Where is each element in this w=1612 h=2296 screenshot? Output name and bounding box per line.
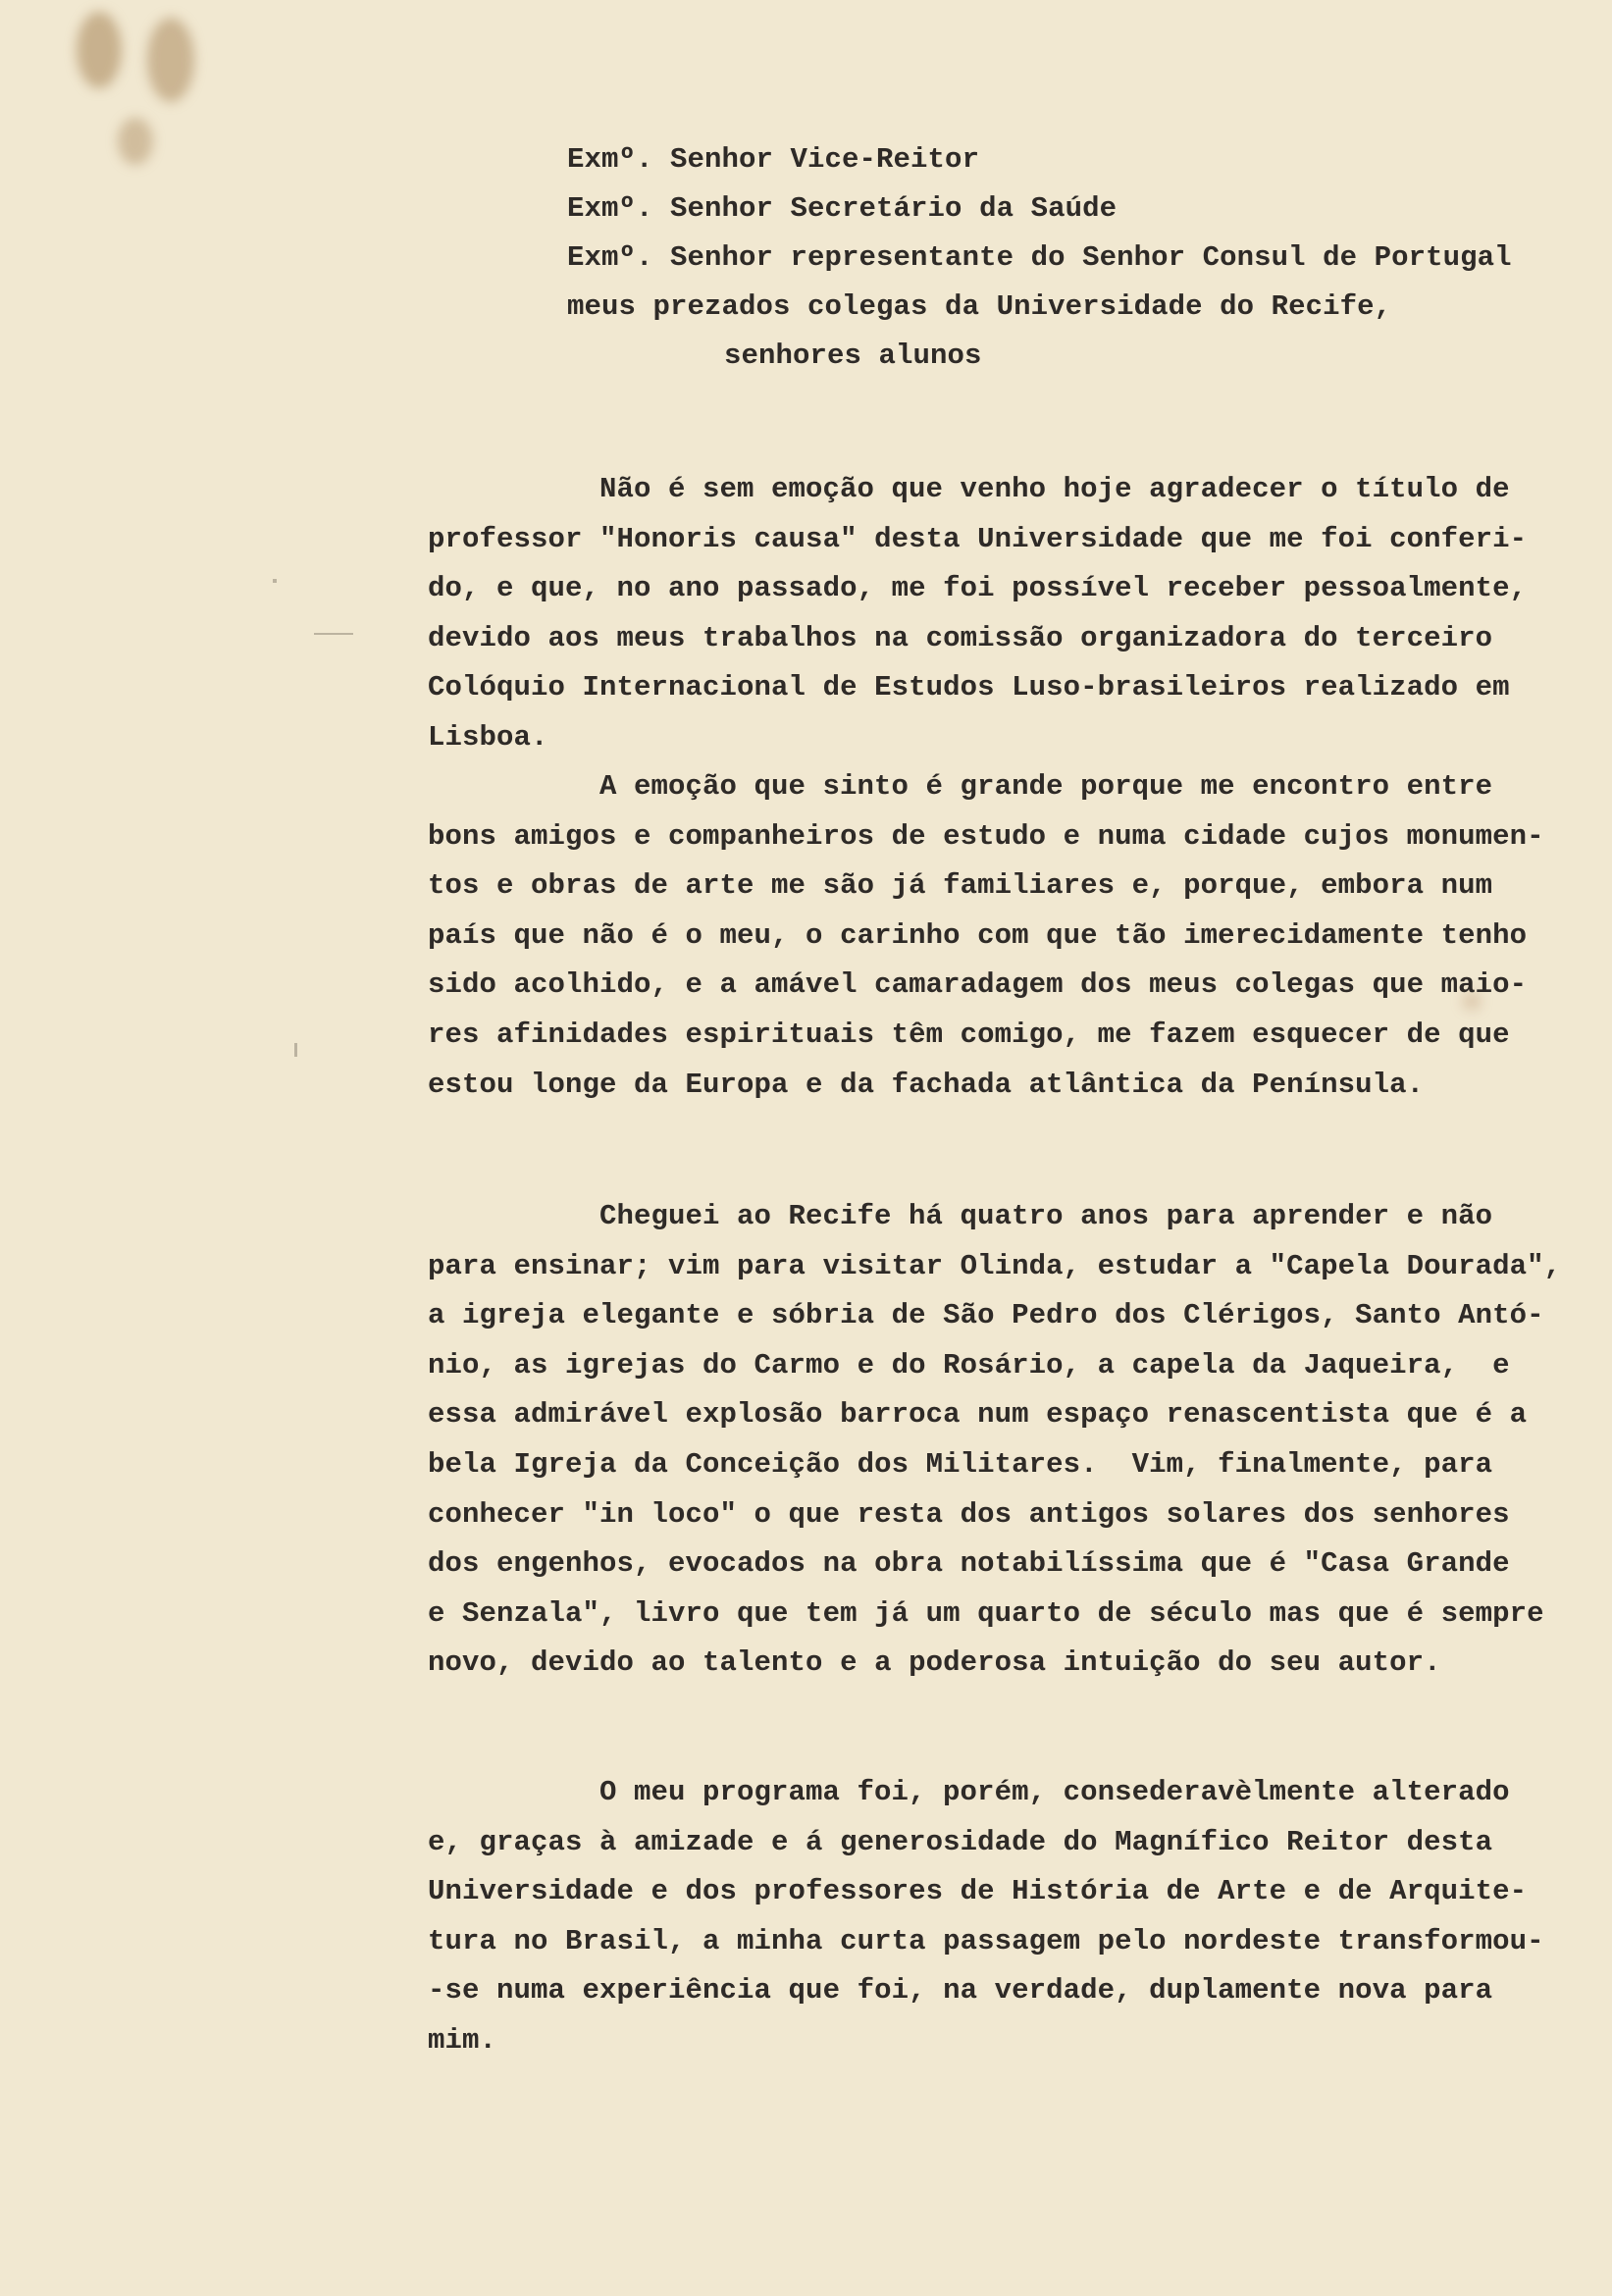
text-line: dos engenhos, evocados na obra notabilíssima que é "Casa Grande xyxy=(428,1547,1510,1581)
text-line: bela Igreja da Conceição dos Militares. Vim, finalmente, para xyxy=(428,1447,1493,1481)
salutation-line: senhores alunos xyxy=(724,339,982,372)
text-line: devido aos meus trabalhos na comissão organizadora do terceiro xyxy=(428,621,1493,654)
paper-stain xyxy=(118,118,153,165)
text-line: mim. xyxy=(428,2023,497,2057)
text-line: novo, devido ao talento e a poderosa intuição do seu autor. xyxy=(428,1646,1441,1680)
text-line: nio, as igrejas do Carmo e do Rosário, a capela da Jaqueira, e xyxy=(428,1348,1510,1382)
text-line: Colóquio Internacional de Estudos Luso-brasileiros realizado em xyxy=(428,671,1510,704)
salutation-line: Exmº. Senhor Secretário da Saúde xyxy=(567,192,1118,225)
salutation-line: Exmº. Senhor Vice-Reitor xyxy=(567,143,980,176)
text-line: tura no Brasil, a minha curta passagem pelo nordeste transformou- xyxy=(428,1924,1544,1957)
text-line: e Senzala", livro que tem já um quarto de século mas que é sempre xyxy=(428,1596,1544,1630)
paper-stain xyxy=(147,18,194,102)
text-line: res afinidades espirituais têm comigo, me fazem esquecer de que xyxy=(428,1018,1510,1051)
text-line: O meu programa foi, porém, consederavèlmente alterado xyxy=(599,1776,1510,1808)
text-line: sido acolhido, e a amável camaradagem dos meus colegas que maio- xyxy=(428,968,1528,1002)
paragraph xyxy=(428,1192,1562,1689)
text-line: conhecer "in loco" o que resta dos antigos solares dos senhores xyxy=(428,1497,1510,1531)
text-line: tos e obras de arte me são já familiares e, porque, embora num xyxy=(428,869,1493,903)
paper-mark xyxy=(273,579,277,583)
paragraph xyxy=(428,465,1536,763)
text-line: do, e que, no ano passado, me foi possível receber pessoalmente, xyxy=(428,572,1528,605)
paragraph xyxy=(428,762,1544,1110)
text-line: A emoção que sinto é grande porque me encontro entre xyxy=(599,770,1493,803)
text-line: -se numa experiência que foi, na verdade, duplamente nova para xyxy=(428,1974,1493,2008)
text-line: bons amigos e companheiros de estudo e numa cidade cujos monumen- xyxy=(428,819,1544,853)
text-line: a igreja elegante e sóbria de São Pedro dos Clérigos, Santo Antó- xyxy=(428,1299,1544,1332)
text-line: Lisboa. xyxy=(428,720,548,754)
paper-mark xyxy=(314,633,353,635)
salutation-line: meus prezados colegas da Universidade do Recife, xyxy=(567,290,1392,323)
text-line: país que não é o meu, o carinho com que tão imerecidamente tenho xyxy=(428,918,1528,952)
salutation-block xyxy=(567,135,1512,381)
text-line: e, graças à amizade e á generosidade do Magnífico Reitor desta xyxy=(428,1825,1493,1858)
text-line: professor "Honoris causa" desta Universidade que me foi conferi- xyxy=(428,522,1528,555)
paper-stain xyxy=(77,12,122,88)
text-line: estou longe da Europa e da fachada atlântica da Península. xyxy=(428,1068,1425,1101)
text-line: Não é sem emoção que venho hoje agradecer o título de xyxy=(599,473,1510,505)
salutation-line: Exmº. Senhor representante do Senhor Consul de Portugal xyxy=(567,241,1512,274)
text-line: essa admirável explosão barroca num espaço renascentista que é a xyxy=(428,1398,1528,1432)
paper-mark xyxy=(294,1043,297,1057)
text-line: Universidade e dos professores de História de Arte e de Arquite- xyxy=(428,1875,1528,1908)
text-line: para ensinar; vim para visitar Olinda, estudar a "Capela Dourada", xyxy=(428,1249,1562,1282)
text-line: Cheguei ao Recife há quatro anos para aprender e não xyxy=(599,1200,1493,1232)
paragraph xyxy=(428,1768,1544,2066)
